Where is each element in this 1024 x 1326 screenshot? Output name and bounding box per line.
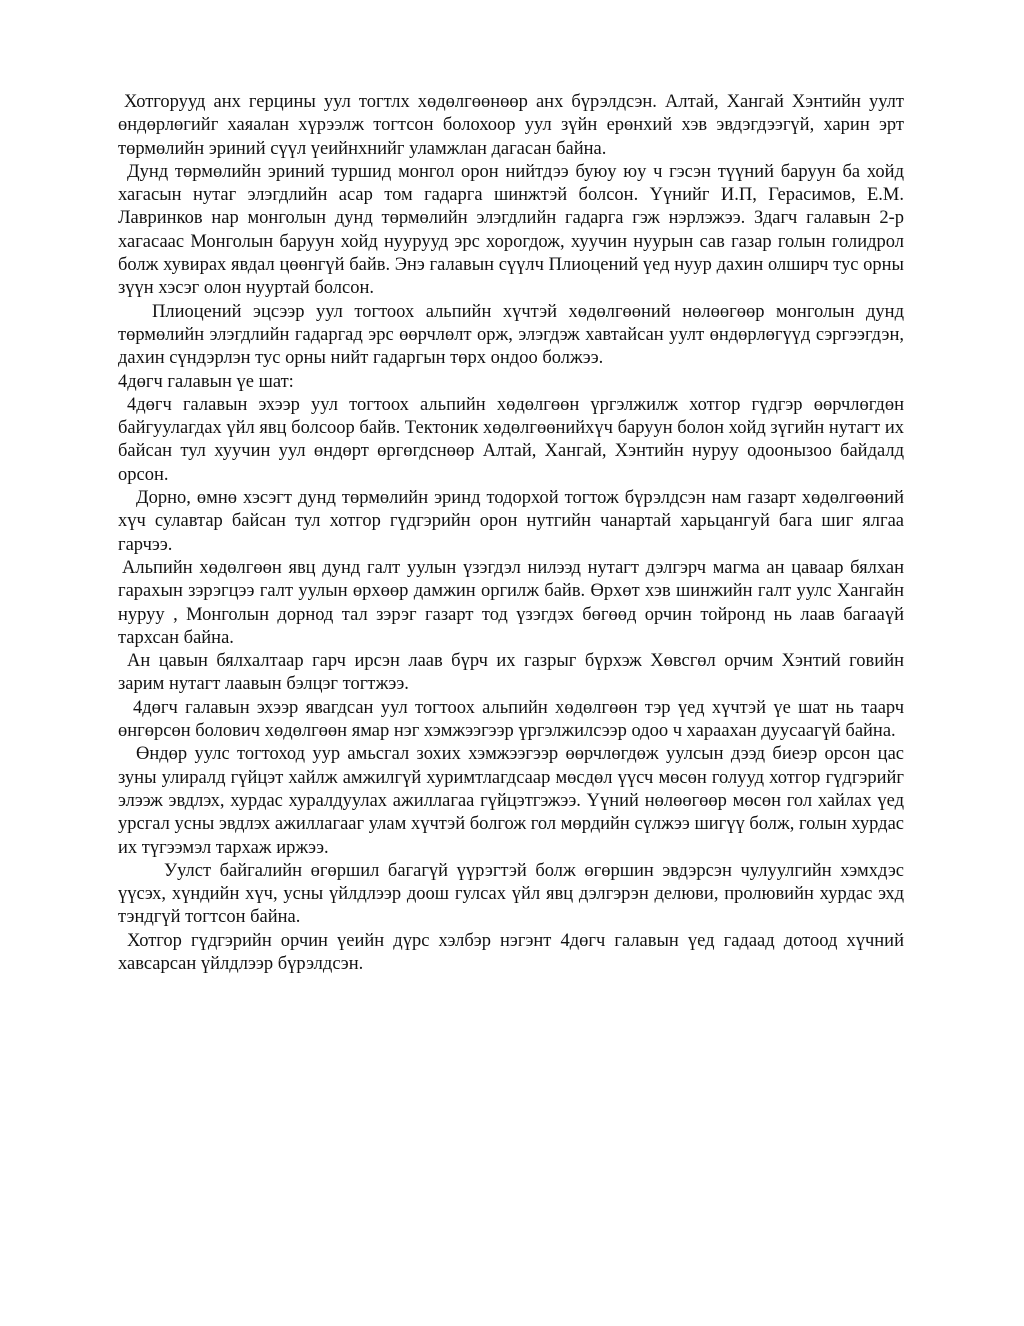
section-heading: 4дөгч галавын үе шат: — [118, 371, 294, 392]
paragraph-6: Альпийн хөдөлгөөн явц дунд галт уулын үзэгдэл нилээд нутагт дэлгэрч магма ан цаваар бялхан гарахын зэрэгцээ галт уулын өрхөөр дамжин оргилж байв. Өрхөт хэв шинжийн галт уулс Хангайн нуруу , Монголын дорнод тал зэрэг газарт тод үзэгдэх бөгөөд орчин тойронд нь лаав багааүй тархсан байна. — [118, 557, 904, 648]
paragraph-8: 4дөгч галавын эхээр явагдсан уул тогтоох альпийн хөдөлгөөн тэр үед хүчтэй үе шат нь таарч өнгөрсөн болович хөдөлгөөн ямар нэг хэмжээгээр үргэлжилсээр одоо ч хараахан дуусаагүй байна. — [118, 697, 904, 742]
paragraph-11: Хотгор гүдгэрийн орчин үеийн дүрс хэлбэр нэгэнт 4дөгч галавын үед гадаад дотоод хүчний хавсарсан үйлдлээр бүрэлдсэн. — [118, 930, 904, 974]
paragraph-2: Дунд төрмөлийн эриний туршид монгол орон нийтдээ буюу юу ч гэсэн түүний баруун ба хойд хагасын нутаг элэгдлийн асар том гадарга шинжтэй болсон. Үүнийг И.П, Герасимов, Е.М. Лавринков нар монголын дунд төрмөлийн элэгдлийн гадарга гэж нэрлэжээ. Здагч галавын 2-р хагасаас Монголын баруун хойд нуурууд эрс хорогдож, хуучин нуурын сав газар голын голидрол болж хувирах явдал цөөнгүй байв. Энэ галавын сүүлч Плиоцений үед нуур дахин олширч тус орны зүүн хэсэг олон нууртай болсон. — [118, 161, 904, 299]
paragraph-1: Хотгорууд анх герцины уул тогтлх хөдөлгөөнөөр анх бүрэлдсэн. Алтай, Хангай Хэнтийн уулт өндөрлөгийг хаяалан хүрээлж тогтсон болохоор уул зүйн ерөнхий хэв эвдэгдээгүй, харин эрт төрмөлийн эриний сүүл үеийнхнийг уламжлан дагасан байна. — [118, 92, 904, 159]
paragraph-3: Плиоцений эцсээр уул тогтоох альпийн хүчтэй хөдөлгөөний нөлөөгөөр монголын дунд төрмөлийн элэгдлийн гадаргад эрс өөрчлөлт орж, элэгдэж хавтайсан уулт өндөрлөгүүд сэргээгдэн, дахин сүндэрлэн тус орны нийт гадаргын төрх ондоо болжээ. — [118, 301, 904, 369]
paragraph-10: Уулст байгалийн өгөршил багагүй үүрэгтэй болж өгөршин эвдэрсэн чулуулгийн хэмхдэс үүсэх, хүндийн хүч, усны үйлдлээр доош гулсах үйл явц дэлгэрэн делюви, пролювийн хурдас эхд тэндгүй тогтсон байна. — [118, 860, 904, 928]
document-page — [118, 91, 904, 976]
paragraph-9: Өндөр уулс тогтоход уур амьсгал зохих хэмжээгээр өөрчлөгдөж уулсын дээд биеэр орсон цас зуны улиралд гүйцэт хайлж амжилгүй хуримтлагдсаар мөсдөл үүсч мөсөн голууд хотгор гүдгэрийг элээж эвдлэх, хурдас хуралдуулах ажиллагаа гүйцэтгэжээ. Үүний нөлөөгөөр мөсөн гол хайлах үед урсгал усны эвдлэх ажиллагааг улам хүчтэй болгож гол мөрдийн сүлжээ шигүү болж, голын хурдас их түгээмэл тархаж иржээ. — [118, 744, 904, 858]
paragraph-7: Ан цавын бялхалтаар гарч ирсэн лаав бүрч их газрыг бүрхэж Хөвсгөл орчим Хэнтий говийн зарим нутагт лаавын бэлцэг тогтжээ. — [118, 651, 904, 695]
paragraph-4: 4дөгч галавын эхээр уул тогтоох альпийн хөдөлгөөн үргэлжилж хотгор гүдгэр өөрчлөгдөн байгуулагдах үйл явц болсоор байв. Тектоник хөдөлгөөнийхүч баруун болон хойд зүгийн нутагт их байсан тул хуучин уул өндөрт өргөгдснөөр Алтай, Хангай, Хэнтийн нуруу одоонызоо байдалд орсон. — [118, 394, 905, 485]
paragraph-5: Дорно, өмнө хэсэгт дунд төрмөлийн эринд тодорхой тогтож бүрэлдсэн нам газарт хөдөлгөөний хүч сулавтар байсан тул хотгор гүдгэрийн орон нутгийн чанартай харьцангуй бага шиг ялгаа гарчээ. — [118, 488, 904, 555]
